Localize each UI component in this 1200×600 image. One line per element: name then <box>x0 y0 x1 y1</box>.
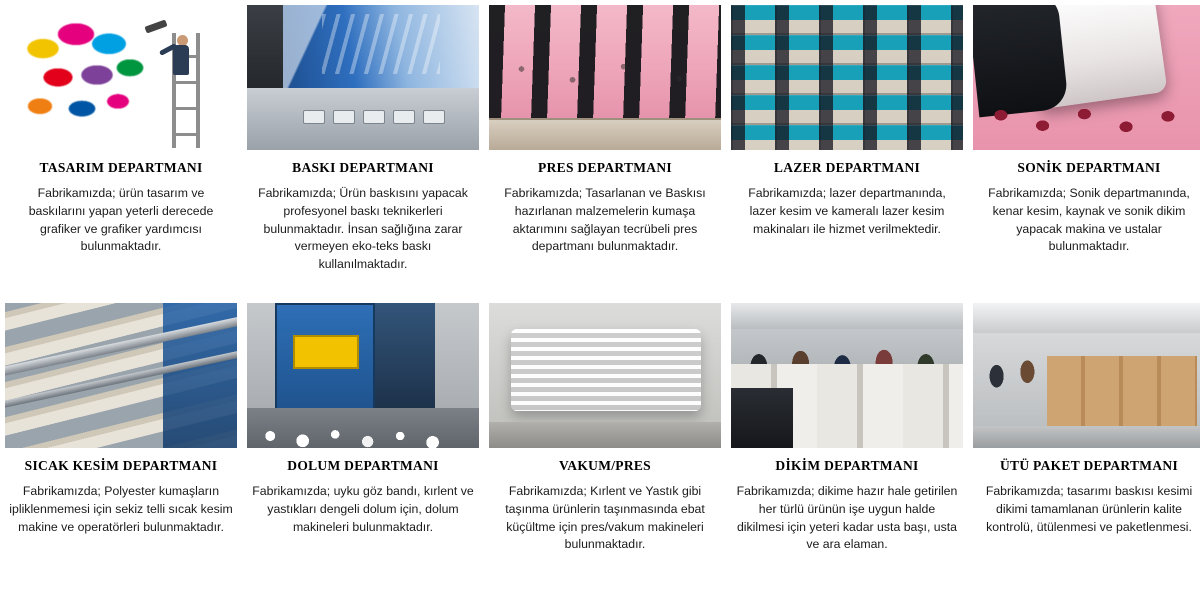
department-title: DOLUM DEPARTMANI <box>287 458 439 473</box>
department-title: PRES DEPARTMANI <box>538 160 672 175</box>
department-image-sonik <box>973 5 1200 150</box>
department-description: Fabrikamızda; Ürün baskısını yapacak profesyonel baskı teknikerleri bulunmaktadır. İnsan sağlığına zarar vermeyen eko-teks baskı kullanılmaktadır. <box>258 185 468 272</box>
department-card-sicak-kesim <box>5 303 237 595</box>
department-description: Fabrikamızda; lazer departmanında, lazer kesim ve kameralı lazer kesim makinaları ile hizmet verilmektedir. <box>748 185 946 236</box>
department-image-dolum <box>247 303 479 448</box>
department-image-sicak-kesim <box>5 303 237 448</box>
department-description: Fabrikamızda; uyku göz bandı, kırlent ve yastıkları dengeli dolum için, dolum makineleri bulunmaktadır. <box>252 483 474 534</box>
department-card-utu-paket <box>973 303 1200 595</box>
department-image-vakum-pres <box>489 303 721 448</box>
department-card-tasarim <box>5 5 237 297</box>
department-image-dikim <box>731 303 963 448</box>
department-description: Fabrikamızda; dikime hazır hale getirilen her türlü ürünün işe uygun halde dikilmesi için yeteri kadar usta başı, usta ve ara elaman. <box>736 483 958 552</box>
department-image-tasarim <box>5 5 237 150</box>
department-title: DİKİM DEPARTMANI <box>775 458 919 473</box>
department-title: SONİK DEPARTMANI <box>1017 160 1161 175</box>
department-card-lazer <box>731 5 963 297</box>
department-description: Fabrikamızda; Kırlent ve Yastık gibi taşınma ürünlerin taşınmasında ebat küçültme için pres/vakum makineleri bulunmaktadır. <box>505 483 705 552</box>
department-card-vakum-pres <box>489 303 721 595</box>
department-description: Fabrikamızda; Tasarlanan ve Baskısı hazırlanan malzemelerin kumaşa aktarımını sağlayan tecrübeli pres departmanı bulunmaktadır. <box>504 185 706 254</box>
department-title: ÜTÜ PAKET DEPARTMANI <box>999 458 1179 473</box>
department-card-sonik <box>973 5 1200 297</box>
department-title: VAKUM/PRES <box>558 458 651 473</box>
department-title: BASKI DEPARTMANI <box>292 160 434 175</box>
department-card-dikim <box>731 303 963 595</box>
department-image-utu-paket <box>973 303 1200 448</box>
department-image-baski <box>247 5 479 150</box>
department-description: Fabrikamızda; Sonik departmanında, kenar kesim, kaynak ve sonik dikim yapacak makina ve ustalar bulunmaktadır. <box>988 185 1190 254</box>
department-image-pres <box>489 5 721 150</box>
department-title: TASARIM DEPARTMANI <box>39 160 203 175</box>
department-title: LAZER DEPARTMANI <box>773 160 921 175</box>
department-card-dolum <box>247 303 479 595</box>
department-image-lazer <box>731 5 963 150</box>
department-title: SICAK KESİM DEPARTMANI <box>24 458 218 473</box>
department-description: Fabrikamızda; tasarımı baskısı kesimi dikimi tamamlanan ürünlerin kalite kontrolü, ütülenmesi ve paketlenmesi. <box>985 483 1193 534</box>
department-card-baski <box>247 5 479 297</box>
department-description: Fabrikamızda; Polyester kumaşların ipliklenmemesi için sekiz telli sıcak kesim makine ve operatörleri bulunmaktadır. <box>9 483 233 534</box>
department-card-pres <box>489 5 721 297</box>
department-description: Fabrikamızda; ürün tasarım ve baskılarını yapan yeterli derecede grafiker ve grafiker yardımcısı bulunmaktadır. <box>28 185 214 254</box>
